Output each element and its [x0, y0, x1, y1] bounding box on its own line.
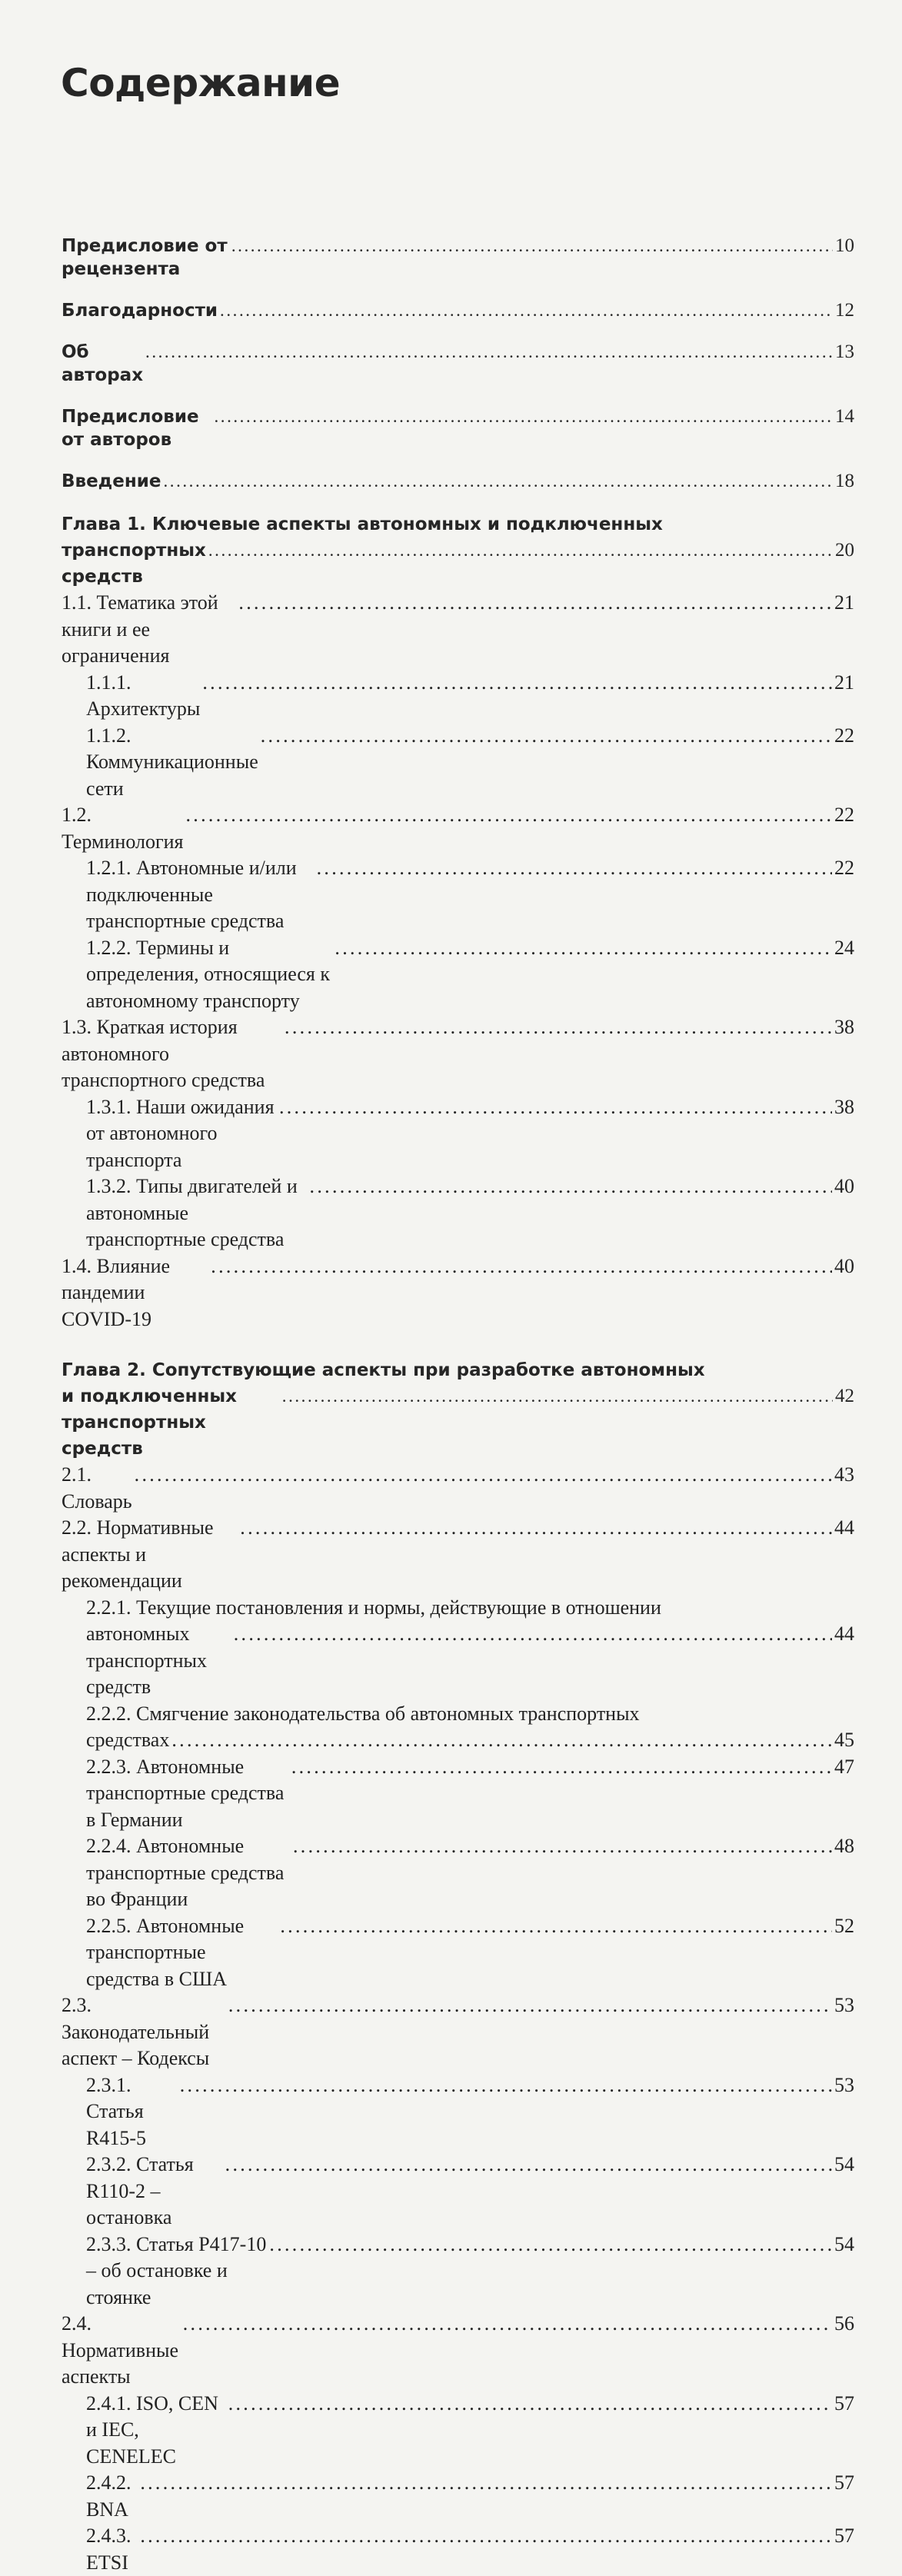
toc-entry[interactable] — [62, 802, 854, 855]
toc-entry-label: 2.3.2. Статья R110-2 – остановка — [86, 2153, 194, 2228]
dot-leader — [163, 470, 833, 493]
toc-entry-label: 1.2. Терминология — [62, 804, 184, 853]
toc-page-number: 57 — [834, 2524, 854, 2547]
toc-entry-label: 2.2.4. Автономные транспортные средства во Франции — [86, 1835, 285, 1910]
dot-leader — [225, 2152, 832, 2178]
toc-page-number: 42 — [835, 1386, 854, 1406]
dot-leader — [291, 1754, 832, 1781]
toc-page-number: 43 — [834, 1463, 854, 1486]
toc-entry[interactable] — [62, 723, 854, 803]
dot-leader — [171, 1727, 832, 1754]
dot-leader — [228, 1992, 832, 2019]
dot-leader — [135, 1462, 832, 1489]
toc-page-number: 40 — [834, 1175, 854, 1197]
toc-entry[interactable] — [62, 1173, 854, 1253]
toc-page-number: 44 — [834, 1622, 854, 1645]
toc-chapter-2[interactable] — [62, 1357, 854, 1462]
toc-entry[interactable] — [62, 1913, 854, 1993]
dot-leader — [186, 802, 833, 829]
dot-leader — [285, 1014, 832, 1041]
toc-entry-label: 2.3. Законодательный аспект – Кодексы — [62, 1994, 210, 2069]
toc-page-number: 54 — [834, 2232, 854, 2255]
toc-entry-label: 1.1.1. Архитектуры — [86, 671, 201, 720]
toc-entry-label: Введение — [62, 471, 161, 491]
toc-page-number: 13 — [835, 341, 854, 362]
toc-entry-authors-preface[interactable] — [62, 405, 854, 451]
toc-page-number: 45 — [834, 1729, 854, 1751]
dot-leader — [310, 1173, 832, 1200]
toc-entry[interactable] — [62, 670, 854, 723]
toc-page-number: 20 — [835, 540, 854, 561]
toc-entry-label: 2.3.1. Статья R415-5 — [86, 2073, 146, 2149]
toc-entry[interactable] — [62, 935, 854, 1015]
toc-entry[interactable] — [62, 2311, 854, 2391]
toc-entry[interactable] — [62, 590, 854, 670]
toc-page-number: 21 — [834, 591, 854, 614]
dot-leader — [279, 1094, 832, 1121]
toc-entry[interactable] — [62, 855, 854, 935]
chapter-title-line: и подключенных транспортных средств — [62, 1386, 238, 1459]
toc-entry-label: 1.1.2. Коммуникационные сети — [86, 724, 258, 800]
toc-entry[interactable] — [62, 1992, 854, 2072]
toc-page-number: 57 — [834, 2471, 854, 2494]
toc-page-number: 53 — [834, 1994, 854, 2016]
toc-entry-label: 2.4. Нормативные аспекты — [62, 2312, 179, 2388]
dot-leader — [280, 1913, 832, 1940]
toc-page-number: 21 — [834, 671, 854, 694]
toc-entry-introduction[interactable] — [62, 470, 854, 493]
dot-leader — [140, 2470, 832, 2497]
toc-entry-label: 1.2.1. Автономные и/или подключенные транспортные средства — [86, 857, 297, 932]
toc-entry-label: 1.3.2. Типы двигателей и автономные транспортные средства — [86, 1175, 298, 1250]
dot-leader — [180, 2072, 832, 2099]
toc-entry-label: 2.4.2. BNA — [86, 2471, 131, 2521]
toc-entry-label: Предисловие от авторов — [62, 407, 199, 450]
dot-leader — [269, 2232, 832, 2258]
dot-leader — [293, 1833, 832, 1860]
dot-leader — [228, 2391, 832, 2418]
toc-page-number: 12 — [835, 300, 854, 321]
toc-page-number: 48 — [834, 1835, 854, 1857]
dot-leader — [220, 299, 833, 322]
dot-leader — [261, 723, 832, 750]
toc-page-number: 40 — [834, 1254, 854, 1277]
toc-page-number: 52 — [834, 1914, 854, 1937]
dot-leader — [317, 855, 832, 882]
toc-page-number: 53 — [834, 2073, 854, 2096]
dot-leader — [208, 537, 833, 564]
dot-leader — [140, 2523, 832, 2550]
toc-entry-label: 2.2.3. Автономные транспортные средства в Германии — [86, 1755, 285, 1831]
toc-entry[interactable] — [62, 2152, 854, 2232]
toc-entry-label: 1.4. Влияние пандемии COVID-19 — [62, 1254, 171, 1330]
dot-leader — [202, 670, 832, 697]
toc-entry[interactable] — [62, 2470, 854, 2523]
chapter-title-line: Глава 1. Ключевые аспекты автономных и подключенных — [62, 514, 663, 534]
toc-entry-multiline[interactable] — [62, 1701, 854, 1754]
toc-entry-label: 1.3.1. Наши ожидания от автономного транспорта — [86, 1095, 275, 1171]
toc-entry-label: 2.4.1. ISO, CEN и IEC, CENELEC — [86, 2391, 218, 2468]
dot-leader — [282, 1383, 833, 1409]
dot-leader — [234, 1621, 832, 1648]
toc-entry[interactable] — [62, 1094, 854, 1174]
dot-leader — [335, 935, 832, 962]
toc-entry-label: 2.1. Словарь — [62, 1463, 132, 1513]
dot-leader — [238, 590, 832, 617]
toc-entry-label: Благодарности — [62, 301, 218, 321]
toc-page-number: 38 — [834, 1016, 854, 1038]
toc-entry-label: 1.3. Краткая история автономного транспортного средства — [62, 1016, 265, 1091]
toc-page-number: 22 — [834, 857, 854, 879]
toc-entry-label: 1.2.2. Термины и определения, относящиеся к автономному транспорту — [86, 936, 331, 1012]
table-of-contents — [62, 235, 854, 2576]
toc-entry-label: 2.2. Нормативные аспекты и рекомендации — [62, 1516, 214, 1592]
dot-leader — [145, 341, 833, 364]
page-title: Содержание — [61, 61, 341, 105]
toc-entry[interactable] — [62, 2523, 854, 2576]
dot-leader — [240, 1515, 832, 1542]
dot-leader — [231, 235, 833, 258]
toc-entry-label: автономных транспортных средств — [86, 1622, 207, 1698]
toc-entry-label: средствах — [86, 1729, 170, 1751]
toc-entry-label: Предисловие от рецензента — [62, 236, 228, 279]
toc-entry-reviewer-preface[interactable] — [62, 235, 854, 281]
toc-page-number: 10 — [835, 235, 854, 256]
toc-page-number: 22 — [834, 804, 854, 826]
dot-leader — [214, 405, 833, 428]
toc-page-number: 44 — [834, 1516, 854, 1539]
toc-page-number: 57 — [834, 2391, 854, 2415]
toc-entry[interactable] — [62, 1253, 854, 1333]
toc-entry[interactable] — [62, 1014, 854, 1094]
toc-entry[interactable] — [62, 2072, 854, 2152]
toc-page-number: 54 — [834, 2153, 854, 2175]
toc-entry[interactable] — [62, 1754, 854, 1834]
toc-entry-label: 2.3.3. Статья P417-10 – об остановке и стоянке — [86, 2232, 267, 2308]
toc-page-number: 38 — [834, 1095, 854, 1118]
toc-page-number: 24 — [834, 936, 854, 959]
toc-page-number: 22 — [834, 724, 854, 747]
toc-entry-label: 2.2.1. Текущие постановления и нормы, действующие в отношении — [86, 1596, 661, 1619]
toc-page-number: 56 — [834, 2312, 854, 2335]
toc-entry-label: 1.1. Тематика этой книги и ее ограничения — [62, 591, 218, 667]
toc-entry-label: 2.4.3. ETSI — [86, 2524, 131, 2574]
toc-entry-label: Об авторах — [62, 342, 144, 385]
toc-entry[interactable] — [62, 2391, 854, 2471]
chapter-title-line: транспортных средств — [62, 541, 206, 587]
dot-leader — [183, 2311, 832, 2338]
toc-page-number: 14 — [835, 406, 854, 427]
chapter-title-line: Глава 2. Сопутствующие аспекты при разработке автономных — [62, 1360, 705, 1380]
toc-entry-about-authors[interactable] — [62, 341, 854, 387]
dot-leader — [211, 1253, 832, 1280]
toc-entry[interactable] — [62, 1462, 854, 1515]
toc-entry[interactable] — [62, 2232, 854, 2311]
toc-entry-multiline[interactable] — [62, 1595, 854, 1701]
toc-entry[interactable] — [62, 1515, 854, 1595]
toc-entry[interactable] — [62, 1833, 854, 1913]
toc-entry-acknowledgements[interactable] — [62, 299, 854, 322]
toc-page-number: 47 — [834, 1755, 854, 1778]
toc-entry-label: 2.2.5. Автономные транспортные средства в США — [86, 1914, 245, 1990]
toc-page-number: 18 — [835, 471, 854, 491]
toc-chapter-1[interactable] — [62, 511, 854, 590]
toc-entry-label: 2.2.2. Смягчение законодательства об автономных транспортных — [86, 1702, 640, 1725]
